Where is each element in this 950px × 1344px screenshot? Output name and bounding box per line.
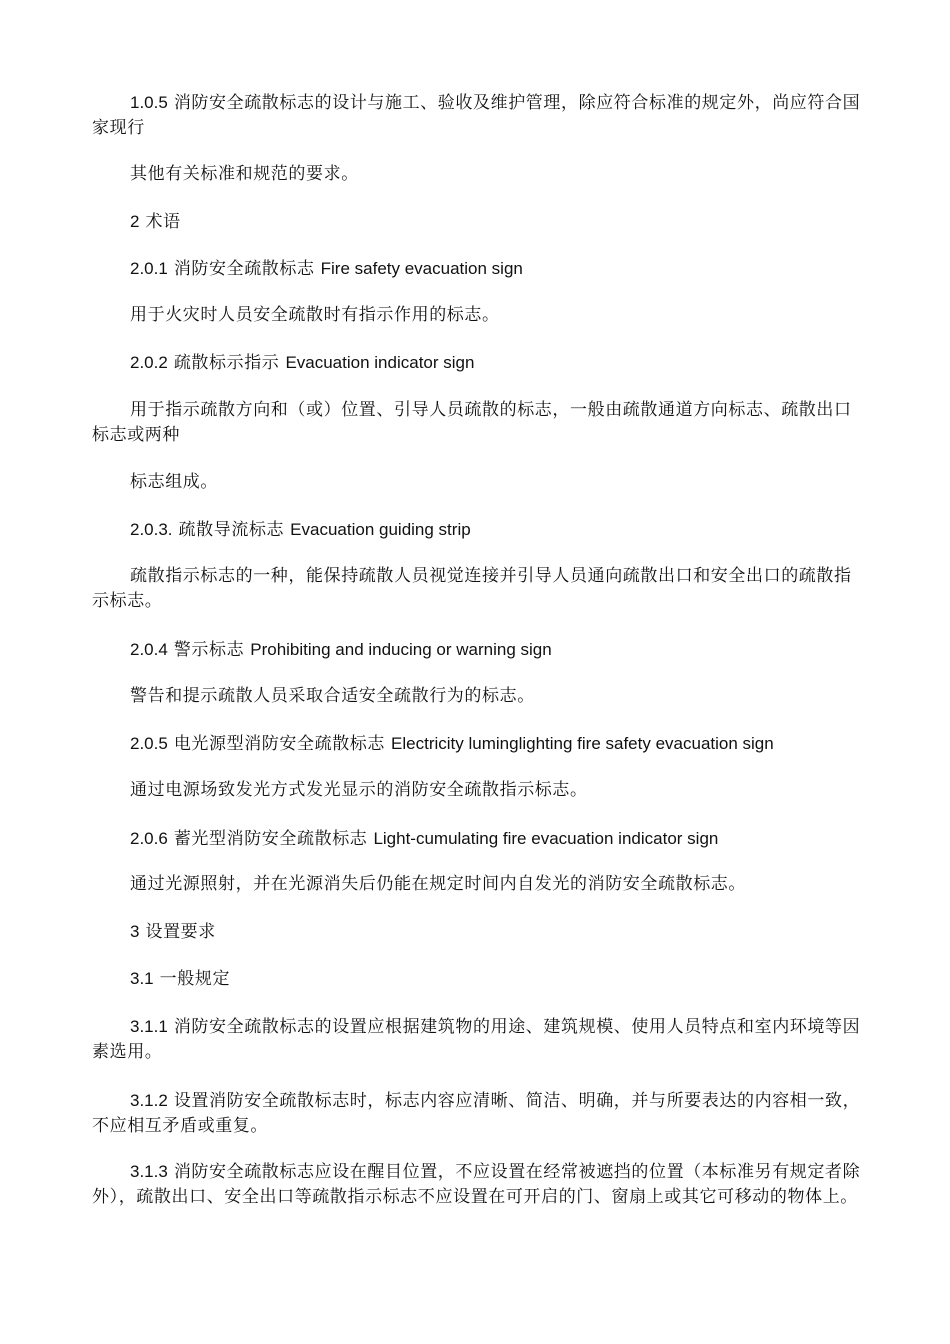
term-chinese: 消防安全疏散标志 xyxy=(173,259,315,279)
section-title: 一般规定 xyxy=(159,969,231,989)
paragraph-text: 消防安全疏散标志应设在醒目位置，不应设置在经常被遮挡的位置（本标准另有规定者除外），疏散出口、安全出口等疏散指示标志不应设置在可开启的门、窗扇上或其它可移动的物体上。 xyxy=(92,1162,861,1207)
term-chinese: 疏散导流标志 xyxy=(178,520,285,540)
section-number: 3.1 xyxy=(130,969,154,988)
term-english: Evacuation guiding strip xyxy=(290,520,471,539)
term-english: Prohibiting and inducing or warning sign xyxy=(250,640,552,659)
term-english: Electricity luminglighting fire safety evacuation sign xyxy=(391,734,774,753)
term-english: Light-cumulating fire evacuation indicator sign xyxy=(373,829,719,848)
term-definition xyxy=(92,684,864,709)
clause-number: 2.0.5 xyxy=(130,734,168,753)
clause-number: 3.1.2 xyxy=(130,1091,168,1110)
term-chinese: 疏散标示指示 xyxy=(173,353,280,373)
paragraph-text: 消防安全疏散标志的设置应根据建筑物的用途、建筑规模、使用人员特点和室内环境等因素选用。 xyxy=(92,1017,861,1062)
clause-number: 1.0.5 xyxy=(130,93,168,112)
paragraph-text: 通过光源照射，并在光源消失后仍能在规定时间内自发光的消防安全疏散标志。 xyxy=(130,874,746,894)
section-title: 术语 xyxy=(145,212,181,232)
term-2-0-6 xyxy=(92,826,864,852)
paragraph-3-1-1 xyxy=(92,1014,864,1065)
term-2-0-4 xyxy=(92,637,864,663)
paragraph-text: 通过电源场致发光方式发光显示的消防安全疏散指示标志。 xyxy=(130,780,588,800)
subsection-heading-3-1 xyxy=(92,966,864,992)
clause-number: 2.0.3. xyxy=(130,520,173,539)
term-2-0-1 xyxy=(92,256,864,282)
clause-number: 3.1.3 xyxy=(130,1162,168,1181)
term-chinese: 电光源型消防安全疏散标志 xyxy=(173,734,386,754)
clause-number: 3.1.1 xyxy=(130,1017,168,1036)
paragraph-text: 其他有关标准和规范的要求。 xyxy=(130,164,359,184)
term-definition xyxy=(92,778,864,803)
paragraph-3-1-2 xyxy=(92,1088,864,1139)
term-definition xyxy=(92,872,864,897)
paragraph-1-0-5 xyxy=(92,90,864,141)
paragraph-text: 标志组成。 xyxy=(130,472,218,492)
term-english: Fire safety evacuation sign xyxy=(320,259,523,278)
clause-number: 2.0.4 xyxy=(130,640,168,659)
paragraph-continuation xyxy=(92,470,864,495)
clause-number: 2.0.1 xyxy=(130,259,168,278)
paragraph-text: 设置消防安全疏散标志时，标志内容应清晰、简洁、明确，并与所要表达的内容相一致，不应相互矛盾或重复。 xyxy=(92,1091,861,1136)
paragraph-text: 消防安全疏散标志的设计与施工、验收及维护管理，除应符合标准的规定外，尚应符合国家现行 xyxy=(92,93,861,138)
paragraph-text: 用于火灾时人员安全疏散时有指示作用的标志。 xyxy=(130,305,500,325)
paragraph-continuation xyxy=(92,162,864,187)
term-2-0-3 xyxy=(92,517,864,543)
section-number: 3 xyxy=(130,922,140,941)
section-number: 2 xyxy=(130,212,140,231)
term-definition xyxy=(92,398,864,448)
term-2-0-5 xyxy=(92,731,864,757)
term-definition xyxy=(92,303,864,328)
paragraph-3-1-3 xyxy=(92,1159,864,1210)
term-definition xyxy=(92,564,864,614)
term-chinese: 蓄光型消防安全疏散标志 xyxy=(173,829,368,849)
section-heading-2 xyxy=(92,209,864,235)
paragraph-text: 用于指示疏散方向和（或）位置、引导人员疏散的标志，一般由疏散通道方向标志、疏散出口标志或两种 xyxy=(92,400,852,445)
clause-number: 2.0.2 xyxy=(130,353,168,372)
section-title: 设置要求 xyxy=(145,922,216,942)
section-heading-3 xyxy=(92,919,864,945)
term-2-0-2 xyxy=(92,350,864,376)
term-english: Evacuation indicator sign xyxy=(285,353,475,372)
term-chinese: 警示标志 xyxy=(173,640,245,660)
paragraph-text: 警告和提示疏散人员采取合适安全疏散行为的标志。 xyxy=(130,686,535,706)
paragraph-text: 疏散指示标志的一种，能保持疏散人员视觉连接并引导人员通向疏散出口和安全出口的疏散指示标志。 xyxy=(92,566,852,611)
clause-number: 2.0.6 xyxy=(130,829,168,848)
